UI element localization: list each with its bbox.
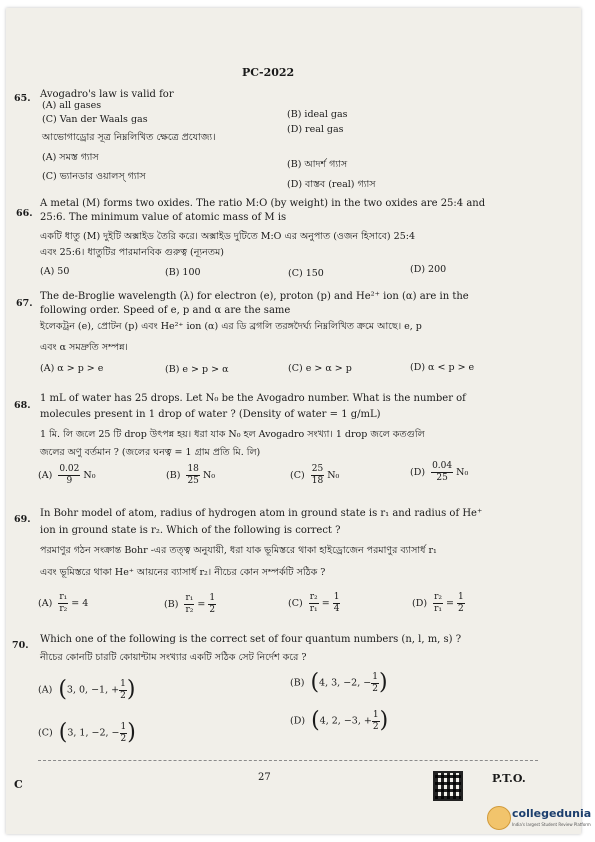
question-68-bn-line-2: জলের অণু বর্তমান ? (জলের ঘনত্ব = 1 গ্রাম প্রতি মি. লি)	[40, 447, 261, 458]
question-66-line-1: A metal (M) forms two oxides. The ratio M:O (by weight) in the two oxides are 25:4 and	[40, 198, 486, 209]
question-66-line-2: 25:6. The minimum value of atomic mass of M is	[40, 212, 287, 223]
question-68-line-1: 1 mL of water has 25 drops. Let N₀ be the Avogadro number. What is the number of	[40, 393, 466, 404]
q68-option-d[interactable]: (D) $\frac{0.04}{25}$ N₀	[410, 461, 469, 483]
question-69-number: 69.	[14, 514, 31, 525]
q68-option-a-fraction: $\frac{0.02}{9}$	[59, 464, 80, 486]
question-69-bn-line-2: এবং ভূমিস্তরে থাকা He⁺ আয়নের ব্যাসার্ধ r₂। নীচের কোন সম্পর্কটি সঠিক ?	[40, 567, 326, 578]
q65-option-b-en[interactable]: (B) ideal gas	[287, 109, 348, 120]
q65-option-d-bn[interactable]: (D) বাস্তব (real) গ্যাস	[287, 179, 376, 190]
q68-option-b[interactable]: (B) $\frac{18}{25}$ N₀	[166, 464, 216, 486]
q68-option-a-label: (A)	[38, 470, 53, 481]
paper-code: PC-2022	[242, 66, 295, 79]
q65-option-c-bn[interactable]: (C) ভ্যানডার ওয়ালস্ গ্যাস	[42, 171, 146, 182]
set-letter: C	[14, 778, 23, 791]
question-65-number: 65.	[14, 93, 31, 104]
q69-option-a-fraction: $\frac{\text{r₁}}{\text{r₂}}$	[59, 592, 68, 614]
question-66-bn-line-2: এবং 25:6। ধাতুটির পারমানবিক গুরুত্ব (ন্যূনতম)	[40, 247, 224, 258]
q66-option-a[interactable]: (A) 50	[40, 266, 70, 277]
q67-option-a[interactable]: (A) α > p > e	[40, 363, 104, 374]
q68-option-b-label: (B)	[166, 470, 181, 481]
q68-option-b-fraction: $\frac{18}{25}$	[187, 464, 199, 486]
q68-option-c-label: (C)	[290, 470, 305, 481]
q69-option-c[interactable]: (C) $\frac{\text{r₂}}{\text{r₁}}$ = $\frac{1}{4}$	[288, 592, 340, 614]
q70-option-a[interactable]: (A) (3, 0, −1, + $\frac{1}{2}$ )	[38, 677, 136, 702]
q69-option-d[interactable]: (D) $\frac{\text{r₂}}{\text{r₁}}$ = $\frac{1}{2}$	[412, 592, 464, 614]
q66-option-d[interactable]: (D) 200	[410, 264, 447, 275]
collegedunia-logo-icon	[487, 806, 511, 830]
question-68-number: 68.	[14, 400, 31, 411]
q67-option-d[interactable]: (D) α < p > e	[410, 362, 475, 373]
question-70-line-1: Which one of the following is the correct set of four quantum numbers (n, l, m, s) ?	[40, 634, 462, 645]
q69-option-a[interactable]: (A) $\frac{\text{r₁}}{\text{r₂}}$ = 4	[38, 592, 89, 614]
question-66-bn-line-1: একটি ধাতু (M) দুইটি অক্সাইড তৈরি করে। অক্সাইড দুটিতে M:O এর অনুপাত (ওজন হিসাবে) 25:4	[40, 231, 415, 242]
footer-divider	[38, 760, 538, 761]
q68-option-d-label: (D)	[410, 467, 426, 478]
collegedunia-logo-text: collegedunia	[512, 807, 592, 820]
please-turn-over: P.T.O.	[492, 772, 526, 785]
page-number: 27	[258, 772, 271, 783]
q66-option-b[interactable]: (B) 100	[165, 267, 201, 278]
q65-option-b-bn[interactable]: (B) আদর্শ গ্যাস	[287, 159, 348, 170]
question-67-number: 67.	[16, 298, 33, 309]
question-67-line-1: The de-Broglie wavelength (λ) for electron (e), proton (p) and He²⁺ ion (α) are in the	[40, 291, 469, 302]
question-68-bn-line-1: 1 মি. লি জলে 25 টি drop উৎপন্ন হয়। ধরা যাক N₀ হল Avogadro সংখ্যা। 1 drop জলে কতগুলি	[40, 429, 425, 440]
question-65-stem-bn: আভোগাড্রোর সূত্র নিম্নলিখিত ক্ষেত্রে প্রযোজ্য।	[42, 132, 216, 143]
q65-option-d-en[interactable]: (D) real gas	[287, 124, 344, 135]
question-67-bn-line-1: ইলেকট্রন (e), প্রোটন (p) এবং He²⁺ ion (α) এর ডি ব্রগলি তরঙ্গদৈর্ঘ্য নিম্নলিখিত ক্রমে আছে। e, p	[40, 321, 422, 332]
question-69-line-1: In Bohr model of atom, radius of hydrogen atom in ground state is r₁ and radius of He⁺	[40, 508, 483, 519]
q68-option-a[interactable]: (A) $\frac{0.02}{9}$ N₀	[38, 464, 96, 486]
q68-option-c-fraction: $\frac{25}{18}$	[311, 464, 324, 486]
collegedunia-tagline: India's largest Student Review Platform	[512, 822, 591, 827]
question-69-line-2: ion in ground state is r₂. Which of the following is correct ?	[40, 525, 341, 536]
question-67-bn-line-2: এবং α সমদ্রুতি সম্পন্ন।	[40, 342, 128, 353]
q67-option-c[interactable]: (C) e > α > p	[288, 363, 352, 374]
q70-option-d[interactable]: (D) (4, 2, −3, + $\frac{1}{2}$ )	[290, 708, 389, 733]
question-66-number: 66.	[16, 208, 33, 219]
question-68-line-2: molecules present in 1 drop of water ? (Density of water = 1 g/mL)	[40, 409, 381, 420]
q70-option-c[interactable]: (C) (3, 1, −2, − $\frac{1}{2}$ )	[38, 720, 136, 745]
q65-option-a-bn[interactable]: (A) সমস্ত গ্যাস	[42, 152, 99, 163]
q68-option-d-fraction: $\frac{0.04}{25}$	[432, 461, 453, 483]
question-69-bn-line-1: পরমাণুর গঠন সংক্রান্ত Bohr -এর তত্ত্ব অনুযায়ী, ধরা যাক ভূমিস্তরে থাকা হাইড্রোজেন পরমাণুর ব্যাসার্ধ r₁	[40, 545, 437, 556]
q69-option-b[interactable]: (B) $\frac{\text{r₁}}{\text{r₂}}$ = $\frac{1}{2}$	[164, 593, 216, 615]
question-70-number: 70.	[12, 640, 29, 651]
q65-option-c-en[interactable]: (C) Van der Waals gas	[42, 114, 148, 125]
q70-option-b[interactable]: (B) (4, 3, −2, − $\frac{1}{2}$ )	[290, 670, 388, 695]
q68-option-c[interactable]: (C) $\frac{25}{18}$ N₀	[290, 464, 340, 486]
qr-code-icon	[433, 771, 463, 801]
q65-option-a-en[interactable]: (A) all gases	[42, 100, 102, 111]
question-70-bn-line-1: নীচের কোনটি চারটি কোয়ান্টাম সংখ্যার একটি সঠিক সেট নির্দেশ করে ?	[40, 652, 307, 663]
question-67-line-2: following order. Speed of e, p and α are the same	[40, 305, 291, 316]
q67-option-b[interactable]: (B) e > p > α	[165, 364, 229, 375]
q66-option-c[interactable]: (C) 150	[288, 268, 324, 279]
question-65-stem: Avogadro's law is valid for	[40, 89, 174, 100]
